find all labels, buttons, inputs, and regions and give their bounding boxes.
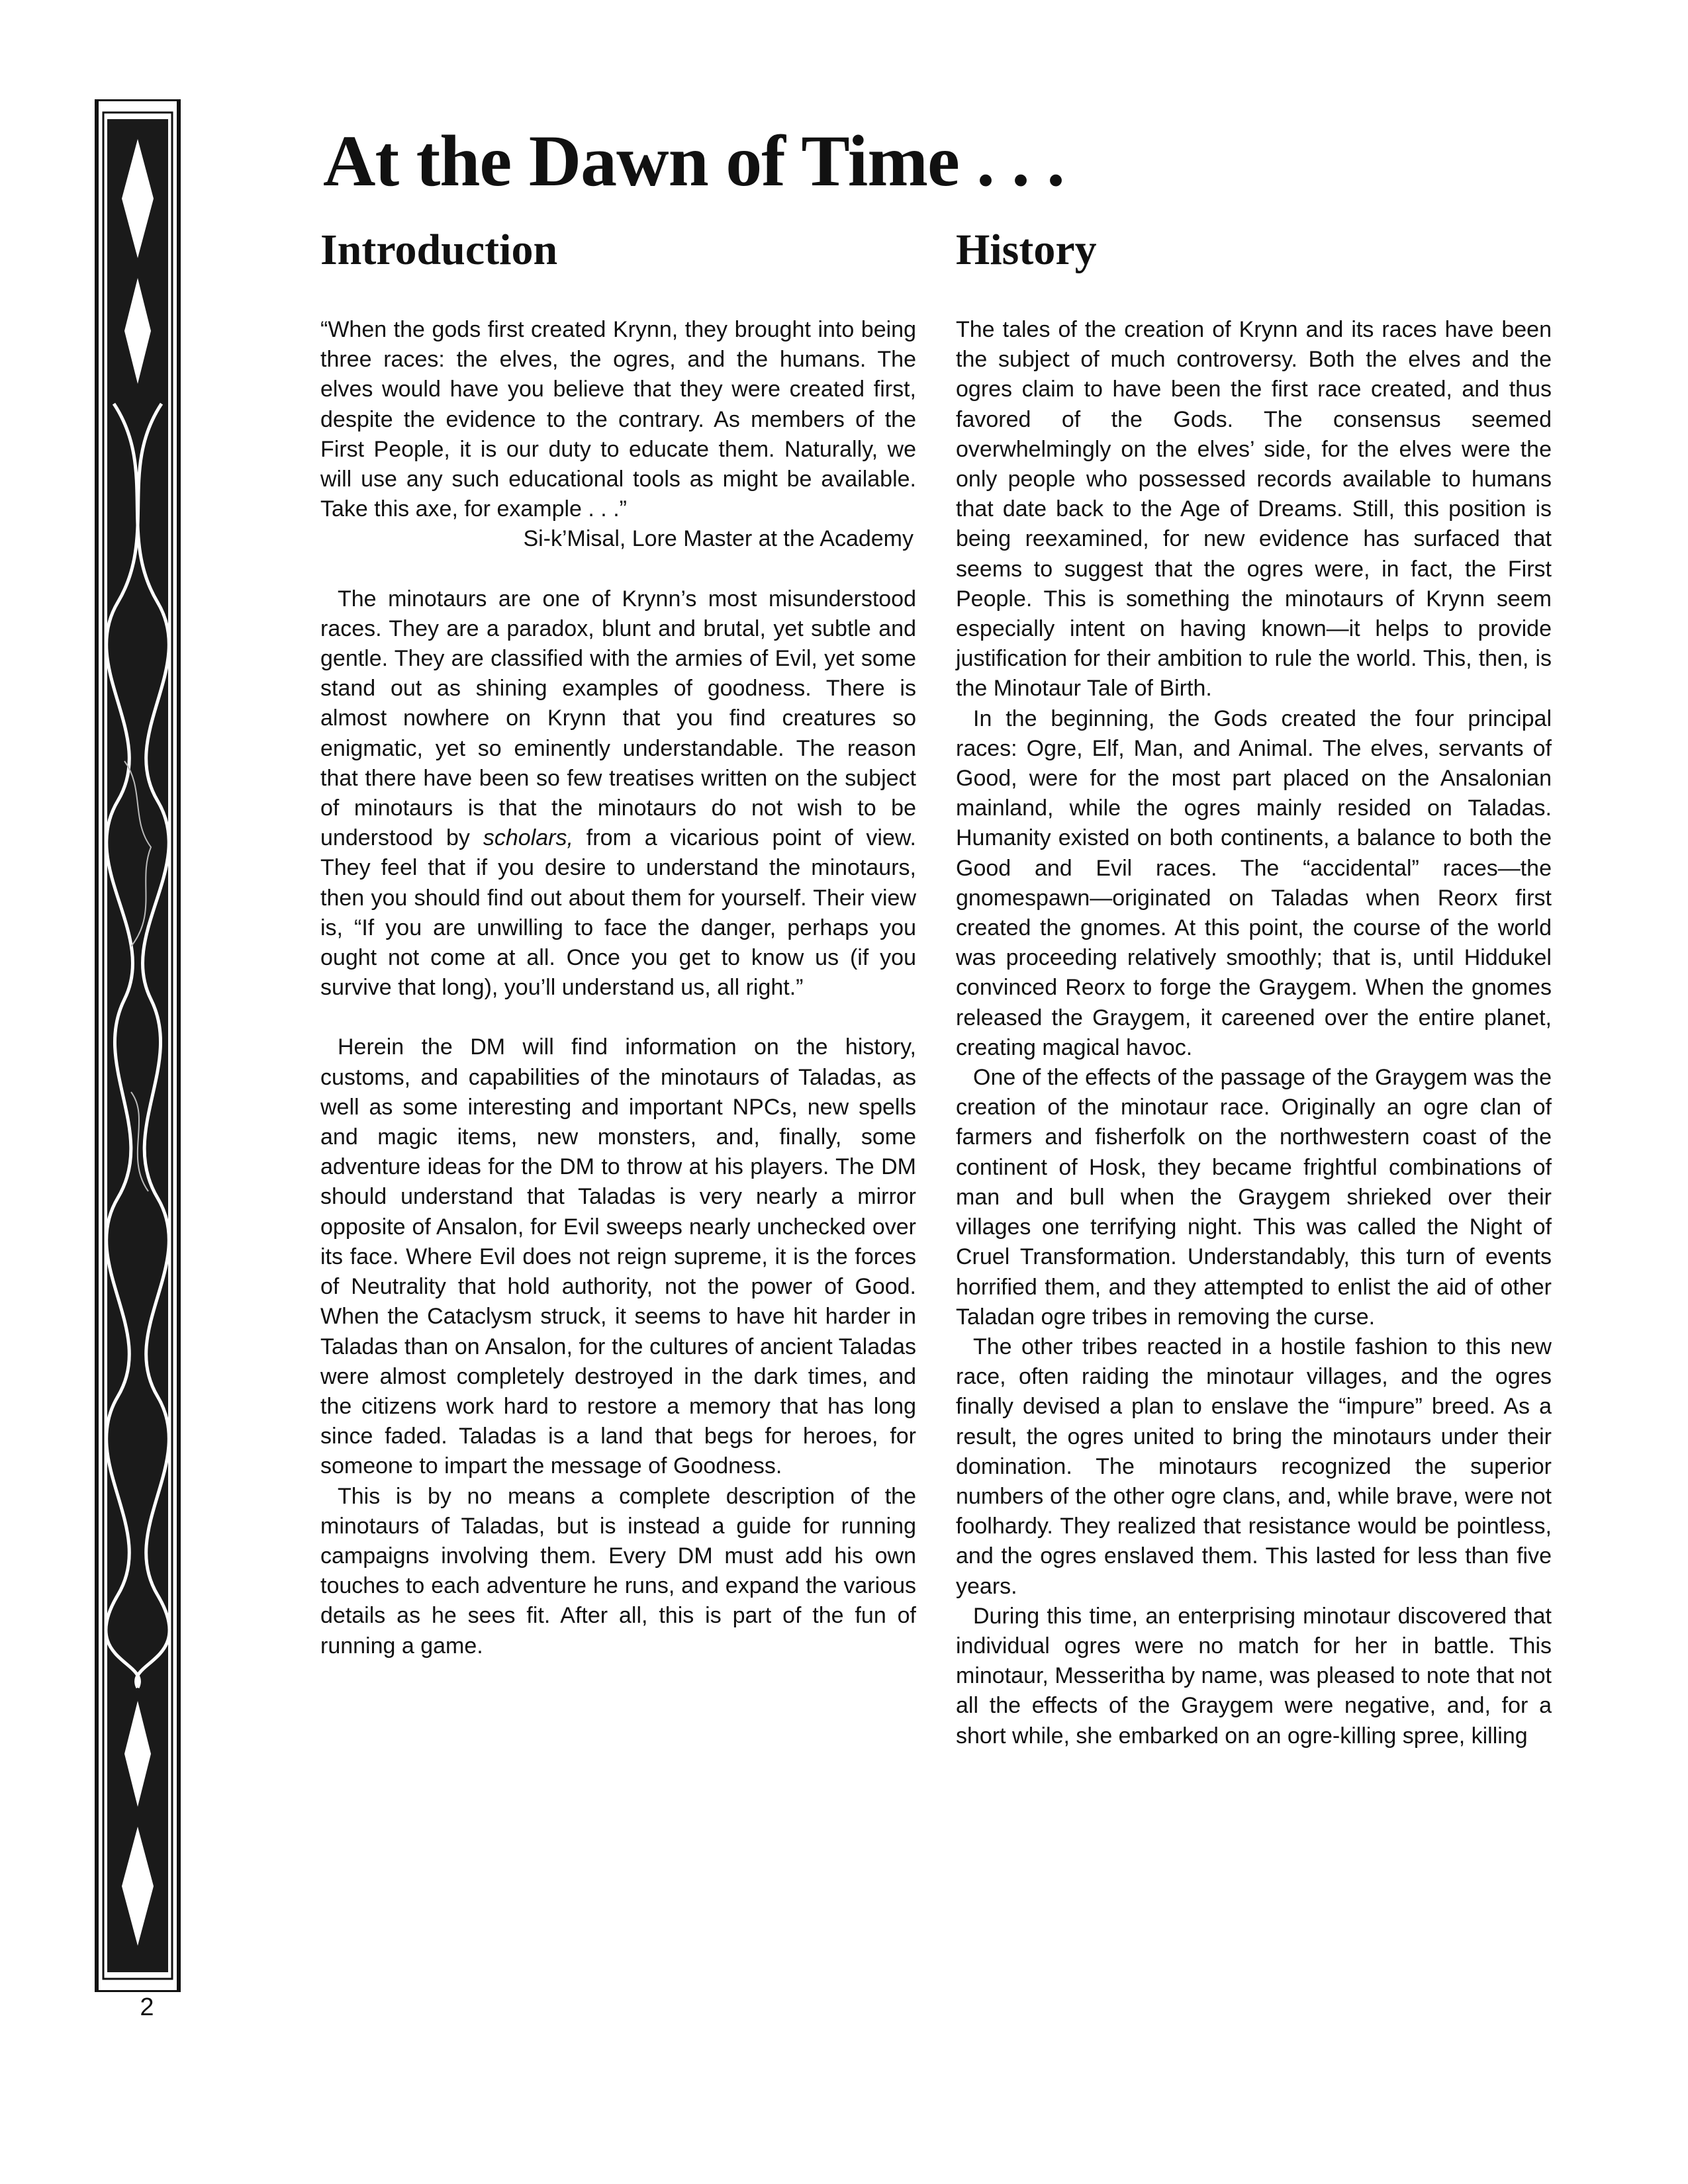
page-title: At the Dawn of Time . . . xyxy=(323,120,1064,201)
intro-p1-end: from a vicarious point of view. They feel that if you desire to understand the minotaurs, then you should find out about them for yourself. Their view is, “If you are unwilling to face the danger, perhaps you ought not come at all. Once you get to know us (if you survive that long), you’ll understand us, all right.” xyxy=(320,825,917,1001)
intro-paragraph-3: This is by no means a complete description of the minotaurs of Taladas, but is instead a guide for running campaigns involving them. Every DM must add his own touches to each adventure he runs, and expand the various details as he sees fit. After all, this is part of the fun of running a game. xyxy=(320,1483,916,1659)
intro-paragraph-1 xyxy=(320,584,916,1003)
introduction-column xyxy=(320,224,916,1661)
intro-p1-start: The minotaurs are one of Krynn’s most misunderstood races. They are a paradox, blunt and brutal, yet subtle and gentle. They are classified with the armies of Evil, yet some stand out as shining examples of goodness. There is almost nowhere on Krynn that you find creatures so enigmatic, yet so eminently understandable. The reason that there have been so few treatises written on the subject of minotaurs is that the minotaurs do not wish to be understood by xyxy=(320,586,916,851)
introduction-heading: Introduction xyxy=(320,226,558,274)
intro-paragraph-2: Herein the DM will find information on the history, customs, and capabilities of the minotaurs of Taladas, as well as some interesting and important NPCs, new spells and magic items, new monsters, and, finally, some adventure ideas for the DM to throw at his players. The DM should understand that Taladas is very nearly a mirror opposite of Ansalon, for Evil sweeps nearly unchecked over its face. Where Evil does not reign supreme, it is the forces of Neutrality that hold authority, not the power of Good. When the Cataclysm struck, it seems to have hit harder in Taladas than on Ansalon, for the cultures of ancient Taladas were almost completely destroyed in the dark times, and the citizens work hard to restore a memory that has long since faded. Taladas is a land that begs for heroes, for someone to impart the message of Goodness. xyxy=(320,1034,916,1479)
history-paragraph-1: The tales of the creation of Krynn and its races have been the subject of much controversy. Both the elves and the ogres claim to have been the first race created, and thus favored of the Gods. The consensus seemed overwhelmingly on the elves’ side, for the elves were the only people who possessed records available to humans that date back to the Age of Dreams. Still, this position is being reexamined, for new evidence has surfaced that seems to suggest that the ogres were, in fact, the First People. This is something the minotaurs of Krynn seem especially intent on having known—it helps to provide justification for their ambition to rule the world. This, then, is the Minotaur Tale of Birth. xyxy=(956,317,1552,702)
history-column xyxy=(956,224,1552,1751)
decorative-border xyxy=(85,99,191,1992)
history-paragraph-3: One of the effects of the passage of the Graygem was the creation of the minotaur race. Originally an ogre clan of farmers and fisherfolk on the northwestern coast of the continent of Hosk, they became frightful combinations of man and bull when the Graygem shrieked over their villages one terrifying night. This was called the Night of Cruel Transformation. Understandably, this turn of events horrified them, and they attempted to enlist the aid of other Taladan ogre tribes in removing the curse. xyxy=(956,1065,1552,1330)
epigraph xyxy=(320,315,916,555)
page-number: 2 xyxy=(140,1993,154,2021)
intro-p1-emphasis: scholars, xyxy=(483,825,573,851)
epigraph-text: “When the gods first created Krynn, they brought into being three races: the elves, the ogres, and the humans. The elves would have you believe that they were created first, despite the evidence to the contrary. As members of the First People, it is our duty to educate them. Naturally, we will use any such educational tools as might be available. Take this axe, for example . . .” xyxy=(320,317,916,522)
history-heading: History xyxy=(956,226,1097,274)
epigraph-attribution: Si-k’Misal, Lore Master at the Academy xyxy=(523,526,914,552)
history-paragraph-4: The other tribes reacted in a hostile fashion to this new race, often raiding the minotaur villages, and the ogres finally devised a plan to enslave the “impure” breed. As a result, the ogres united to bring the minotaurs under their domination. The minotaurs recognized the superior numbers of the other ogre clans, and, while brave, were not foolhardy. They realized that resistance would be pointless, and the ogres enslaved them. This lasted for less than five years. xyxy=(956,1334,1552,1599)
history-paragraph-2: In the beginning, the Gods created the four principal races: Ogre, Elf, Man, and Animal. The elves, servants of Good, were for the most part placed on the Ansalonian mainland, while the ogres mainly resided on Taladas. Humanity existed on both continents, a balance to both the Good and Evil races. The “accidental” races—the gnomespawn—originated on Taladas when Reorx first created the gnomes. At this point, the course of the world was proceeding relatively smoothly; that is, until Hiddukel convinced Reorx to forge the Graygem. When the gnomes released the Graygem, it careened over the entire planet, creating magical havoc. xyxy=(956,705,1552,1060)
history-paragraph-5: During this time, an enterprising minotaur discovered that individual ogres were no match for her in battle. This minotaur, Messeritha by name, was pleased to note that not all the effects of the Graygem were negative, and, for a short while, she embarked on an ogre-killing spree, killing xyxy=(956,1603,1552,1749)
